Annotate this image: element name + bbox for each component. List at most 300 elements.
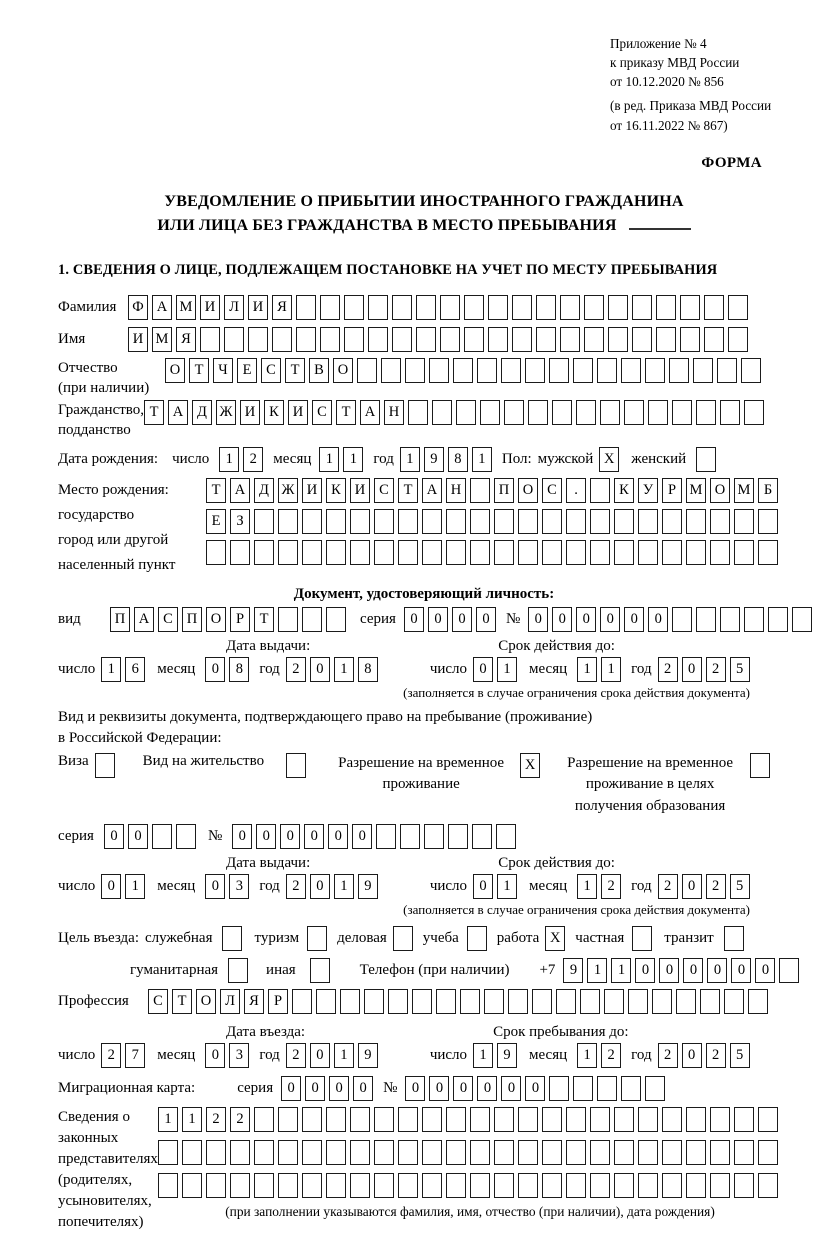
char-box[interactable]: [566, 509, 586, 534]
char-box[interactable]: 5: [730, 657, 750, 682]
char-box[interactable]: [464, 295, 484, 320]
char-box[interactable]: 0: [256, 824, 276, 849]
char-box[interactable]: [374, 1140, 394, 1165]
char-box[interactable]: 0: [281, 1076, 301, 1101]
char-box[interactable]: Ж: [278, 478, 298, 503]
char-box[interactable]: 0: [232, 824, 252, 849]
char-box[interactable]: [152, 824, 172, 849]
char-box[interactable]: 0: [501, 1076, 521, 1101]
char-box[interactable]: 0: [205, 874, 225, 899]
char-box[interactable]: М: [152, 327, 172, 352]
char-box[interactable]: [638, 1173, 658, 1198]
char-box[interactable]: 8: [229, 657, 249, 682]
char-box[interactable]: О: [206, 607, 226, 632]
char-box[interactable]: [748, 989, 768, 1014]
char-box[interactable]: [350, 1107, 370, 1132]
char-box[interactable]: [350, 509, 370, 534]
fill-in-blank[interactable]: [629, 214, 691, 230]
char-box[interactable]: [542, 1173, 562, 1198]
char-box[interactable]: [494, 509, 514, 534]
char-box[interactable]: 9: [358, 874, 378, 899]
char-box[interactable]: 0: [635, 958, 655, 983]
char-box[interactable]: 2: [658, 1043, 678, 1068]
char-box[interactable]: [376, 824, 396, 849]
char-box[interactable]: [696, 400, 716, 425]
char-box[interactable]: О: [518, 478, 538, 503]
char-box[interactable]: [326, 1173, 346, 1198]
char-box[interactable]: [477, 358, 497, 383]
char-box[interactable]: [470, 1173, 490, 1198]
char-box[interactable]: [182, 1140, 202, 1165]
char-box[interactable]: 0: [473, 874, 493, 899]
char-box[interactable]: [272, 327, 292, 352]
char-box[interactable]: [222, 926, 242, 951]
char-box[interactable]: 0: [405, 1076, 425, 1101]
char-box[interactable]: [686, 1140, 706, 1165]
char-box[interactable]: [728, 327, 748, 352]
char-box[interactable]: [700, 989, 720, 1014]
char-box[interactable]: [590, 1107, 610, 1132]
char-box[interactable]: [302, 607, 322, 632]
char-box[interactable]: И: [302, 478, 322, 503]
char-box[interactable]: [518, 1140, 538, 1165]
char-box[interactable]: [350, 540, 370, 565]
char-box[interactable]: [734, 540, 754, 565]
char-box[interactable]: [656, 327, 676, 352]
char-box[interactable]: [326, 1140, 346, 1165]
char-box[interactable]: [310, 958, 330, 983]
char-box[interactable]: [278, 1140, 298, 1165]
char-box[interactable]: [638, 509, 658, 534]
char-box[interactable]: Т: [172, 989, 192, 1014]
char-box[interactable]: [470, 1107, 490, 1132]
char-box[interactable]: 2: [601, 874, 621, 899]
char-box[interactable]: [248, 327, 268, 352]
char-box[interactable]: А: [168, 400, 188, 425]
char-box[interactable]: 0: [310, 657, 330, 682]
char-box[interactable]: [278, 540, 298, 565]
char-box[interactable]: [496, 824, 516, 849]
char-box[interactable]: 2: [706, 1043, 726, 1068]
char-box[interactable]: К: [264, 400, 284, 425]
char-box[interactable]: 0: [659, 958, 679, 983]
char-box[interactable]: [254, 509, 274, 534]
char-box[interactable]: [645, 1076, 665, 1101]
char-box[interactable]: [508, 989, 528, 1014]
char-box[interactable]: [340, 989, 360, 1014]
char-box[interactable]: А: [230, 478, 250, 503]
char-box[interactable]: [398, 1140, 418, 1165]
char-box[interactable]: [472, 824, 492, 849]
char-box[interactable]: [307, 926, 327, 951]
char-box[interactable]: П: [182, 607, 202, 632]
char-box[interactable]: [573, 1076, 593, 1101]
char-box[interactable]: Д: [192, 400, 212, 425]
char-box[interactable]: Л: [220, 989, 240, 1014]
char-box[interactable]: [278, 1107, 298, 1132]
char-box[interactable]: 1: [400, 447, 420, 472]
char-box[interactable]: 0: [552, 607, 572, 632]
char-box[interactable]: [518, 1107, 538, 1132]
char-box[interactable]: [326, 607, 346, 632]
char-box[interactable]: [228, 958, 248, 983]
char-box[interactable]: [632, 327, 652, 352]
char-box[interactable]: С: [542, 478, 562, 503]
char-box[interactable]: 0: [755, 958, 775, 983]
char-box[interactable]: В: [309, 358, 329, 383]
char-box[interactable]: 1: [158, 1107, 178, 1132]
char-box[interactable]: 0: [101, 874, 121, 899]
char-box[interactable]: 2: [601, 1043, 621, 1068]
char-box[interactable]: [467, 926, 487, 951]
char-box[interactable]: [662, 509, 682, 534]
char-box[interactable]: [590, 478, 610, 503]
char-box[interactable]: [758, 1173, 778, 1198]
char-box[interactable]: [560, 295, 580, 320]
char-box[interactable]: [580, 989, 600, 1014]
char-box[interactable]: [429, 358, 449, 383]
char-box[interactable]: [686, 509, 706, 534]
char-box[interactable]: [744, 400, 764, 425]
char-box[interactable]: [446, 509, 466, 534]
char-box[interactable]: [206, 1140, 226, 1165]
char-box[interactable]: С: [312, 400, 332, 425]
char-box[interactable]: [734, 1173, 754, 1198]
char-box[interactable]: 1: [577, 657, 597, 682]
char-box[interactable]: 1: [219, 447, 239, 472]
char-box[interactable]: [724, 989, 744, 1014]
char-box[interactable]: [416, 327, 436, 352]
char-box[interactable]: [230, 540, 250, 565]
char-box[interactable]: Т: [285, 358, 305, 383]
char-box[interactable]: [470, 1140, 490, 1165]
char-box[interactable]: Р: [230, 607, 250, 632]
char-box[interactable]: [501, 358, 521, 383]
char-box[interactable]: 9: [563, 958, 583, 983]
char-box[interactable]: [536, 327, 556, 352]
char-box[interactable]: 0: [329, 1076, 349, 1101]
char-box[interactable]: [470, 509, 490, 534]
char-box[interactable]: О: [710, 478, 730, 503]
char-box[interactable]: 2: [286, 657, 306, 682]
char-box[interactable]: [686, 1107, 706, 1132]
char-box[interactable]: [696, 607, 716, 632]
char-box[interactable]: 0: [104, 824, 124, 849]
char-box[interactable]: С: [148, 989, 168, 1014]
char-box[interactable]: [576, 400, 596, 425]
char-box[interactable]: [638, 1107, 658, 1132]
char-box[interactable]: [552, 400, 572, 425]
char-box[interactable]: [374, 1173, 394, 1198]
char-box[interactable]: [408, 400, 428, 425]
char-box[interactable]: О: [196, 989, 216, 1014]
char-box[interactable]: О: [165, 358, 185, 383]
char-box[interactable]: И: [240, 400, 260, 425]
char-box[interactable]: [286, 753, 306, 778]
char-box[interactable]: [254, 1173, 274, 1198]
char-box[interactable]: [422, 1173, 442, 1198]
char-box[interactable]: Е: [237, 358, 257, 383]
char-box[interactable]: [696, 447, 716, 472]
char-box[interactable]: [398, 1173, 418, 1198]
char-box[interactable]: 0: [525, 1076, 545, 1101]
char-box[interactable]: [686, 1173, 706, 1198]
char-box[interactable]: [542, 509, 562, 534]
char-box[interactable]: 1: [319, 447, 339, 472]
char-box[interactable]: [350, 1140, 370, 1165]
char-box[interactable]: 0: [473, 657, 493, 682]
char-box[interactable]: 0: [477, 1076, 497, 1101]
char-box[interactable]: 1: [334, 874, 354, 899]
char-box[interactable]: [488, 327, 508, 352]
char-box[interactable]: [456, 400, 476, 425]
char-box[interactable]: К: [326, 478, 346, 503]
char-box[interactable]: 9: [358, 1043, 378, 1068]
char-box[interactable]: [422, 1107, 442, 1132]
char-box[interactable]: 0: [305, 1076, 325, 1101]
char-box[interactable]: [302, 1140, 322, 1165]
char-box[interactable]: [614, 540, 634, 565]
char-box[interactable]: [436, 989, 456, 1014]
char-box[interactable]: [326, 540, 346, 565]
char-box[interactable]: [734, 1140, 754, 1165]
char-box[interactable]: 1: [587, 958, 607, 983]
char-box[interactable]: 1: [343, 447, 363, 472]
char-box[interactable]: [584, 295, 604, 320]
char-box[interactable]: [710, 1140, 730, 1165]
char-box[interactable]: [326, 1107, 346, 1132]
char-box[interactable]: А: [360, 400, 380, 425]
char-box[interactable]: [662, 540, 682, 565]
char-box[interactable]: [710, 509, 730, 534]
char-box[interactable]: [344, 327, 364, 352]
char-box[interactable]: [792, 607, 812, 632]
char-box[interactable]: [302, 540, 322, 565]
char-box[interactable]: 2: [658, 657, 678, 682]
char-box[interactable]: 0: [310, 874, 330, 899]
char-box[interactable]: [392, 327, 412, 352]
char-box[interactable]: [470, 540, 490, 565]
char-box[interactable]: 0: [404, 607, 424, 632]
char-box[interactable]: 2: [658, 874, 678, 899]
char-box[interactable]: [320, 295, 340, 320]
char-box[interactable]: [393, 926, 413, 951]
char-box[interactable]: [440, 295, 460, 320]
char-box[interactable]: [614, 1107, 634, 1132]
char-box[interactable]: [176, 824, 196, 849]
char-box[interactable]: 0: [576, 607, 596, 632]
char-box[interactable]: 8: [448, 447, 468, 472]
char-box[interactable]: 5: [730, 874, 750, 899]
char-box[interactable]: [525, 358, 545, 383]
char-box[interactable]: 0: [453, 1076, 473, 1101]
char-box[interactable]: У: [638, 478, 658, 503]
char-box[interactable]: [357, 358, 377, 383]
char-box[interactable]: [254, 1107, 274, 1132]
char-box[interactable]: [206, 1173, 226, 1198]
char-box[interactable]: [512, 327, 532, 352]
char-box[interactable]: Т: [144, 400, 164, 425]
char-box[interactable]: [316, 989, 336, 1014]
char-box[interactable]: [710, 1173, 730, 1198]
char-box[interactable]: [374, 509, 394, 534]
char-box[interactable]: 2: [706, 874, 726, 899]
char-box[interactable]: 0: [682, 657, 702, 682]
char-box[interactable]: [254, 540, 274, 565]
char-box[interactable]: И: [128, 327, 148, 352]
char-box[interactable]: А: [422, 478, 442, 503]
char-box[interactable]: .: [566, 478, 586, 503]
char-box[interactable]: [584, 327, 604, 352]
char-box[interactable]: [368, 295, 388, 320]
char-box[interactable]: [453, 358, 473, 383]
char-box[interactable]: А: [152, 295, 172, 320]
char-box[interactable]: [512, 295, 532, 320]
char-box[interactable]: [381, 358, 401, 383]
char-box[interactable]: [720, 400, 740, 425]
char-box[interactable]: [638, 540, 658, 565]
char-box[interactable]: 0: [310, 1043, 330, 1068]
char-box[interactable]: Я: [272, 295, 292, 320]
char-box[interactable]: 0: [731, 958, 751, 983]
char-box[interactable]: 1: [472, 447, 492, 472]
char-box[interactable]: 0: [600, 607, 620, 632]
char-box[interactable]: [614, 1173, 634, 1198]
char-box[interactable]: [518, 509, 538, 534]
char-box[interactable]: [388, 989, 408, 1014]
char-box[interactable]: [704, 327, 724, 352]
char-box[interactable]: [536, 295, 556, 320]
char-box[interactable]: [779, 958, 799, 983]
char-box[interactable]: [320, 327, 340, 352]
char-box[interactable]: [504, 400, 524, 425]
char-box[interactable]: 0: [707, 958, 727, 983]
char-box[interactable]: 1: [101, 657, 121, 682]
char-box[interactable]: [302, 509, 322, 534]
char-box[interactable]: 0: [428, 607, 448, 632]
char-box[interactable]: [528, 400, 548, 425]
char-box[interactable]: 0: [648, 607, 668, 632]
char-box[interactable]: [302, 1107, 322, 1132]
char-box[interactable]: [758, 509, 778, 534]
char-box[interactable]: О: [333, 358, 353, 383]
char-box[interactable]: М: [176, 295, 196, 320]
char-box[interactable]: М: [686, 478, 706, 503]
char-box[interactable]: [278, 1173, 298, 1198]
char-box[interactable]: 0: [205, 657, 225, 682]
char-box[interactable]: [597, 1076, 617, 1101]
char-box[interactable]: [662, 1107, 682, 1132]
char-box[interactable]: [405, 358, 425, 383]
char-box[interactable]: 1: [601, 657, 621, 682]
char-box[interactable]: 7: [125, 1043, 145, 1068]
char-box[interactable]: [200, 327, 220, 352]
char-box[interactable]: [440, 327, 460, 352]
char-box[interactable]: [368, 327, 388, 352]
char-box[interactable]: [542, 540, 562, 565]
char-box[interactable]: [549, 1076, 569, 1101]
char-box[interactable]: [560, 327, 580, 352]
char-box[interactable]: X: [599, 447, 619, 472]
char-box[interactable]: [621, 358, 641, 383]
char-box[interactable]: 0: [280, 824, 300, 849]
char-box[interactable]: Б: [758, 478, 778, 503]
char-box[interactable]: [518, 540, 538, 565]
char-box[interactable]: [494, 540, 514, 565]
char-box[interactable]: [638, 1140, 658, 1165]
char-box[interactable]: [158, 1173, 178, 1198]
char-box[interactable]: [608, 295, 628, 320]
char-box[interactable]: М: [734, 478, 754, 503]
char-box[interactable]: 1: [182, 1107, 202, 1132]
char-box[interactable]: И: [248, 295, 268, 320]
char-box[interactable]: X: [520, 753, 540, 778]
char-box[interactable]: X: [545, 926, 565, 951]
char-box[interactable]: 0: [624, 607, 644, 632]
char-box[interactable]: [412, 989, 432, 1014]
char-box[interactable]: [717, 358, 737, 383]
char-box[interactable]: Ж: [216, 400, 236, 425]
char-box[interactable]: [296, 295, 316, 320]
char-box[interactable]: 0: [352, 824, 372, 849]
char-box[interactable]: [254, 1140, 274, 1165]
char-box[interactable]: [604, 989, 624, 1014]
char-box[interactable]: 9: [497, 1043, 517, 1068]
char-box[interactable]: [720, 607, 740, 632]
char-box[interactable]: [542, 1140, 562, 1165]
char-box[interactable]: [392, 295, 412, 320]
char-box[interactable]: [182, 1173, 202, 1198]
char-box[interactable]: [278, 607, 298, 632]
char-box[interactable]: [768, 607, 788, 632]
char-box[interactable]: [632, 926, 652, 951]
char-box[interactable]: [672, 400, 692, 425]
char-box[interactable]: 0: [452, 607, 472, 632]
char-box[interactable]: Т: [189, 358, 209, 383]
char-box[interactable]: [741, 358, 761, 383]
char-box[interactable]: [680, 295, 700, 320]
char-box[interactable]: [758, 540, 778, 565]
char-box[interactable]: [566, 540, 586, 565]
char-box[interactable]: 5: [730, 1043, 750, 1068]
char-box[interactable]: Т: [398, 478, 418, 503]
char-box[interactable]: [652, 989, 672, 1014]
char-box[interactable]: 1: [577, 874, 597, 899]
char-box[interactable]: [532, 989, 552, 1014]
char-box[interactable]: [224, 327, 244, 352]
char-box[interactable]: [278, 509, 298, 534]
char-box[interactable]: [230, 1140, 250, 1165]
char-box[interactable]: [464, 327, 484, 352]
char-box[interactable]: Т: [336, 400, 356, 425]
char-box[interactable]: [566, 1107, 586, 1132]
char-box[interactable]: Я: [176, 327, 196, 352]
char-box[interactable]: Т: [206, 478, 226, 503]
char-box[interactable]: К: [614, 478, 634, 503]
char-box[interactable]: [374, 1107, 394, 1132]
char-box[interactable]: [624, 400, 644, 425]
char-box[interactable]: [704, 295, 724, 320]
char-box[interactable]: П: [494, 478, 514, 503]
char-box[interactable]: 1: [334, 1043, 354, 1068]
char-box[interactable]: Я: [244, 989, 264, 1014]
char-box[interactable]: Т: [254, 607, 274, 632]
char-box[interactable]: 0: [205, 1043, 225, 1068]
char-box[interactable]: [296, 327, 316, 352]
char-box[interactable]: [734, 509, 754, 534]
char-box[interactable]: 0: [682, 874, 702, 899]
char-box[interactable]: 2: [243, 447, 263, 472]
